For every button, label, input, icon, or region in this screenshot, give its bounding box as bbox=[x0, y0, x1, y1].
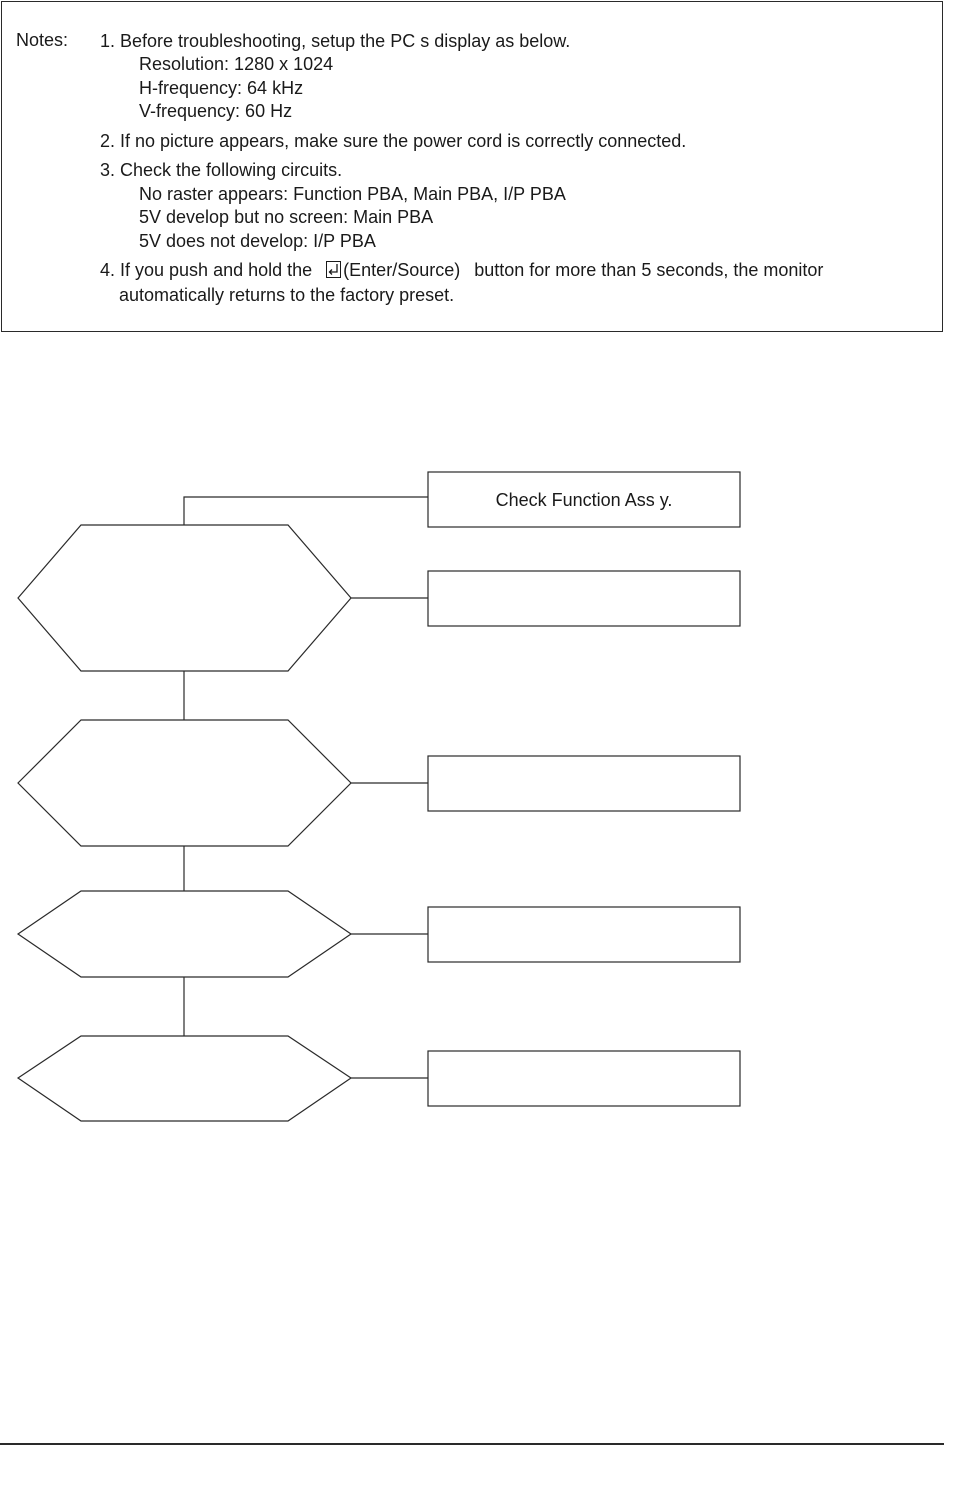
action-box-3 bbox=[428, 756, 740, 811]
note-item-3: 3. Check the following circuits. bbox=[100, 160, 343, 180]
decision-hexagon-3 bbox=[18, 891, 351, 977]
note-item-4-prefix: 4. If you push and hold the bbox=[100, 260, 313, 280]
note-item-2: 2. If no picture appears, make sure the power cord is correctly connected. bbox=[100, 131, 687, 151]
note-item-4-button: (Enter/Source) bbox=[343, 260, 461, 280]
action-box-1-label: Check Function Ass y. bbox=[495, 490, 673, 510]
decision-hexagon-1 bbox=[18, 525, 351, 671]
note-no-raster: No raster appears: Function PBA, Main PBA, I/P PBA bbox=[139, 184, 566, 204]
notes-label: Notes: bbox=[16, 30, 69, 50]
action-box-2 bbox=[428, 571, 740, 626]
note-5v-develop: 5V develop but no screen: Main PBA bbox=[139, 207, 434, 227]
connector-top bbox=[184, 497, 428, 525]
note-item-1: 1. Before troubleshooting, setup the PC s display as below. bbox=[100, 31, 571, 51]
note-item-4-line2: automatically returns to the factory preset. bbox=[119, 285, 455, 305]
action-box-5 bbox=[428, 1051, 740, 1106]
decision-hexagon-4 bbox=[18, 1036, 351, 1121]
note-5v-not-develop: 5V does not develop: I/P PBA bbox=[139, 231, 376, 251]
note-h-frequency: H-frequency: 64 kHz bbox=[139, 78, 304, 98]
note-v-frequency: V-frequency: 60 Hz bbox=[139, 101, 293, 121]
action-box-4 bbox=[428, 907, 740, 962]
note-resolution: Resolution: 1280 x 1024 bbox=[139, 54, 334, 74]
footer-divider bbox=[0, 1443, 944, 1445]
note-item-4-suffix: button for more than 5 seconds, the monitor bbox=[474, 260, 824, 280]
decision-hexagon-2 bbox=[18, 720, 351, 846]
